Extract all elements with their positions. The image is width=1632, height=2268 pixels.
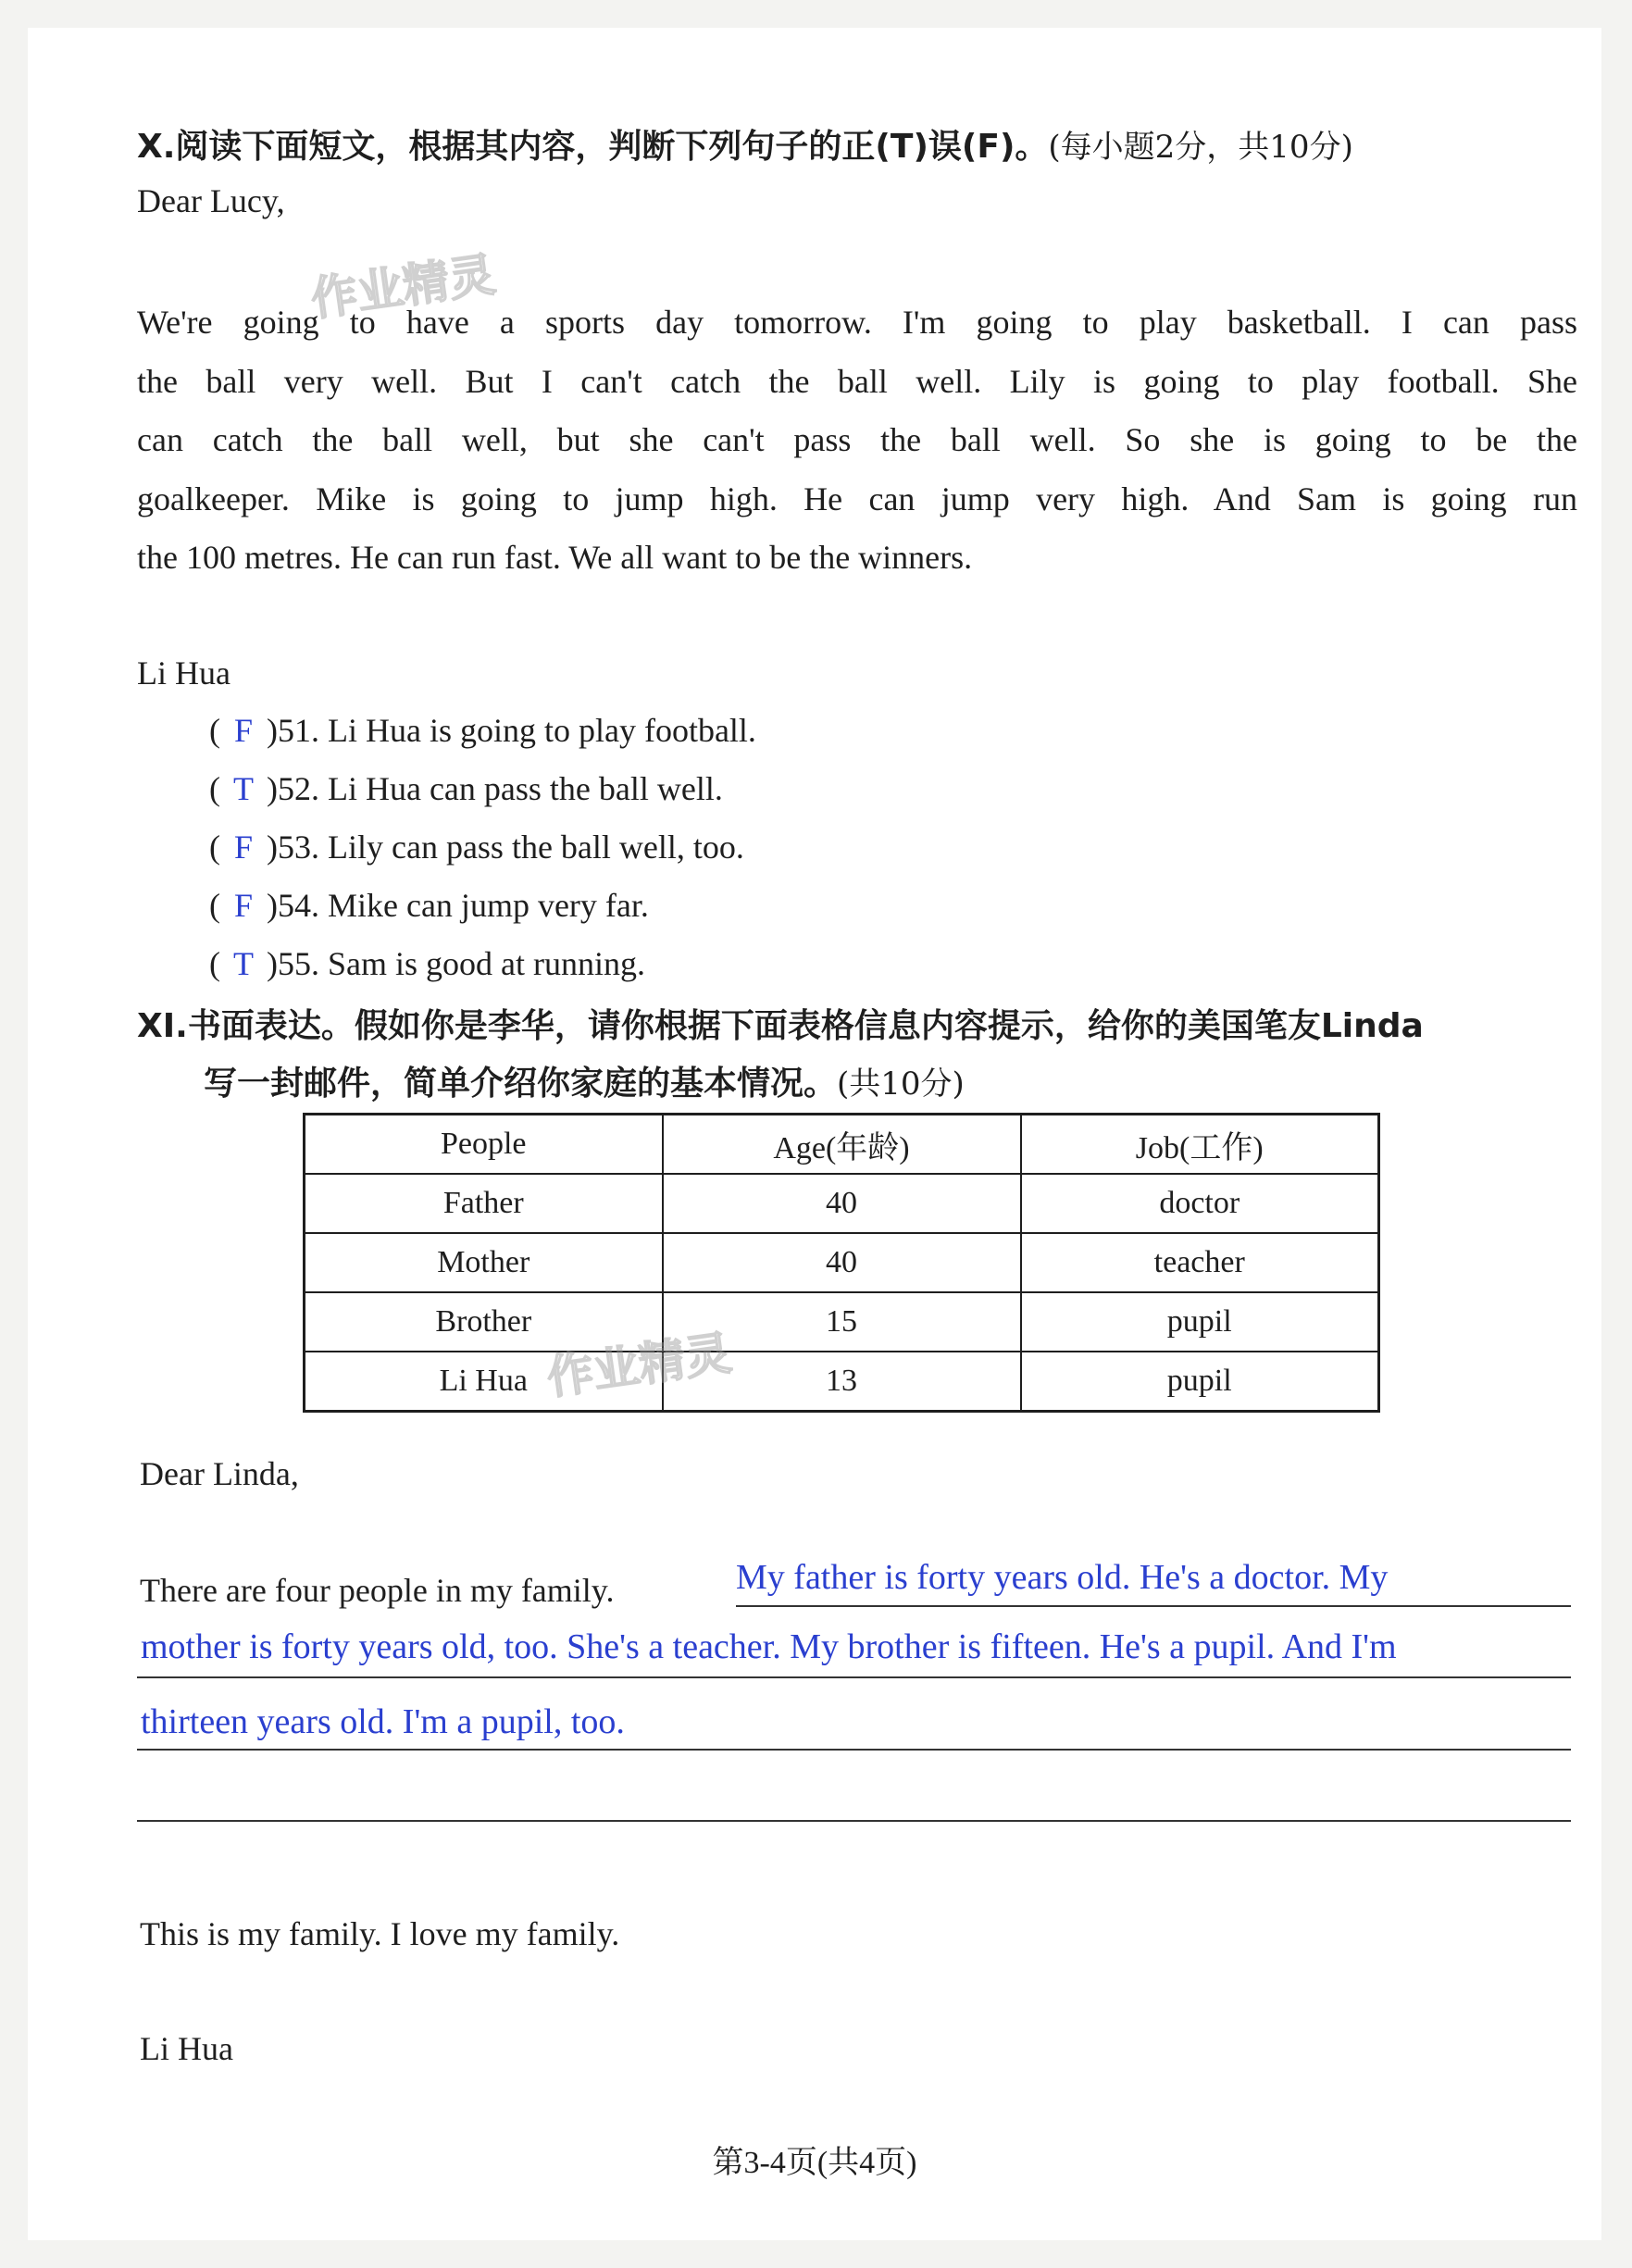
question-53-text: )53. Lily can pass the ball well, too. — [267, 829, 744, 866]
question-54: ( F )54. Mike can jump very far. — [209, 887, 649, 924]
watermark: 作业精灵 — [543, 1326, 735, 1405]
page-footer: 第3-4页(共4页) — [712, 2146, 917, 2180]
table-cell: pupil — [1021, 1352, 1379, 1412]
table-cell: pupil — [1021, 1292, 1379, 1352]
answer-54: F — [233, 887, 254, 924]
question-52: ( T )52. Li Hua can pass the ball well. — [209, 770, 723, 807]
table-header-cell: Age(年龄) — [663, 1115, 1021, 1175]
question-55-text: )55. Sam is good at running. — [267, 945, 645, 982]
table-cell: 13 — [663, 1352, 1021, 1412]
table-row — [305, 1174, 1379, 1233]
writing-line — [736, 1605, 1571, 1607]
family-info-table — [303, 1113, 1380, 1413]
table-header-row — [305, 1115, 1379, 1175]
answer-52: T — [233, 770, 254, 807]
table-row — [305, 1292, 1379, 1352]
section-x-heading — [137, 120, 1353, 168]
passage-line: We're going to have a sports day tomorrow. I'm going to play basketball. I can pass — [137, 304, 1577, 341]
section-xi-heading-line2 — [204, 1057, 965, 1104]
section-xi-note: (共10分) — [837, 1065, 965, 1103]
table-cell: teacher — [1021, 1233, 1379, 1292]
passage-line: goalkeeper. Mike is going to jump high. He can jump very high. And Sam is going run — [137, 480, 1577, 517]
answer-55: T — [233, 945, 254, 982]
answer-51: F — [233, 712, 254, 749]
passage-line: can catch the ball well, but she can't pass the ball well. So she is going to be the — [137, 421, 1577, 458]
section-x-heading-text: X.阅读下面短文，根据其内容，判断下列句子的正(T)误(F)。 — [137, 128, 1049, 166]
table-row — [305, 1233, 1379, 1292]
table-row — [305, 1352, 1379, 1412]
letter-greeting: Dear Lucy, — [137, 182, 285, 219]
reading-passage — [137, 293, 1577, 588]
passage-line: the ball very well. But I can't catch the ball well. Lily is going to play football. She — [137, 362, 1577, 400]
table-cell: Mother — [305, 1233, 663, 1292]
question-51-text: )51. Li Hua is going to play football. — [267, 712, 756, 749]
table-cell: Father — [305, 1174, 663, 1233]
letter-closing: This is my family. I love my family. — [140, 1915, 620, 1952]
watermark: 作业精灵 — [307, 247, 499, 327]
table-cell: 40 — [663, 1174, 1021, 1233]
section-xi-heading-line1: XI.书面表达。假如你是李华，请你根据下面表格信息内容提示，给你的美国笔友Linda — [137, 1007, 1424, 1045]
question-51: ( F )51. Li Hua is going to play football. — [209, 712, 756, 749]
passage-line: the 100 metres. He can run fast. We all want to be the winners. — [137, 539, 973, 576]
writing-line — [137, 1749, 1571, 1751]
table-cell: Li Hua — [305, 1352, 663, 1412]
handwritten-line-2: mother is forty years old, too. She's a teacher. My brother is fifteen. He's a pupil. And I'm — [141, 1627, 1397, 1666]
question-53: ( F )53. Lily can pass the ball well, too. — [209, 829, 744, 866]
table-cell: 15 — [663, 1292, 1021, 1352]
table-header-cell: Job(工作) — [1021, 1115, 1379, 1175]
table-cell: Brother — [305, 1292, 663, 1352]
table-cell: doctor — [1021, 1174, 1379, 1233]
question-55: ( T )55. Sam is good at running. — [209, 945, 645, 982]
section-x-note: (每小题2分，共10分) — [1048, 129, 1353, 166]
writing-line — [137, 1820, 1571, 1822]
page — [28, 28, 1601, 2240]
writing-line — [137, 1676, 1571, 1678]
question-52-text: )52. Li Hua can pass the ball well. — [267, 770, 723, 807]
letter-intro: There are four people in my family. — [140, 1572, 615, 1609]
letter-signature: Li Hua — [137, 654, 230, 692]
answer-53: F — [233, 829, 254, 866]
table-header-cell: People — [305, 1115, 663, 1175]
letter-signature-lihua: Li Hua — [140, 2030, 233, 2067]
letter-greeting-linda: Dear Linda, — [140, 1455, 299, 1492]
section-xi-heading-text: 写一封邮件，简单介绍你家庭的基本情况。 — [204, 1065, 838, 1103]
handwritten-line-1: My father is forty years old. He's a doctor. My — [736, 1558, 1389, 1597]
table-cell: 40 — [663, 1233, 1021, 1292]
question-54-text: )54. Mike can jump very far. — [267, 887, 649, 924]
handwritten-line-3: thirteen years old. I'm a pupil, too. — [141, 1702, 625, 1741]
